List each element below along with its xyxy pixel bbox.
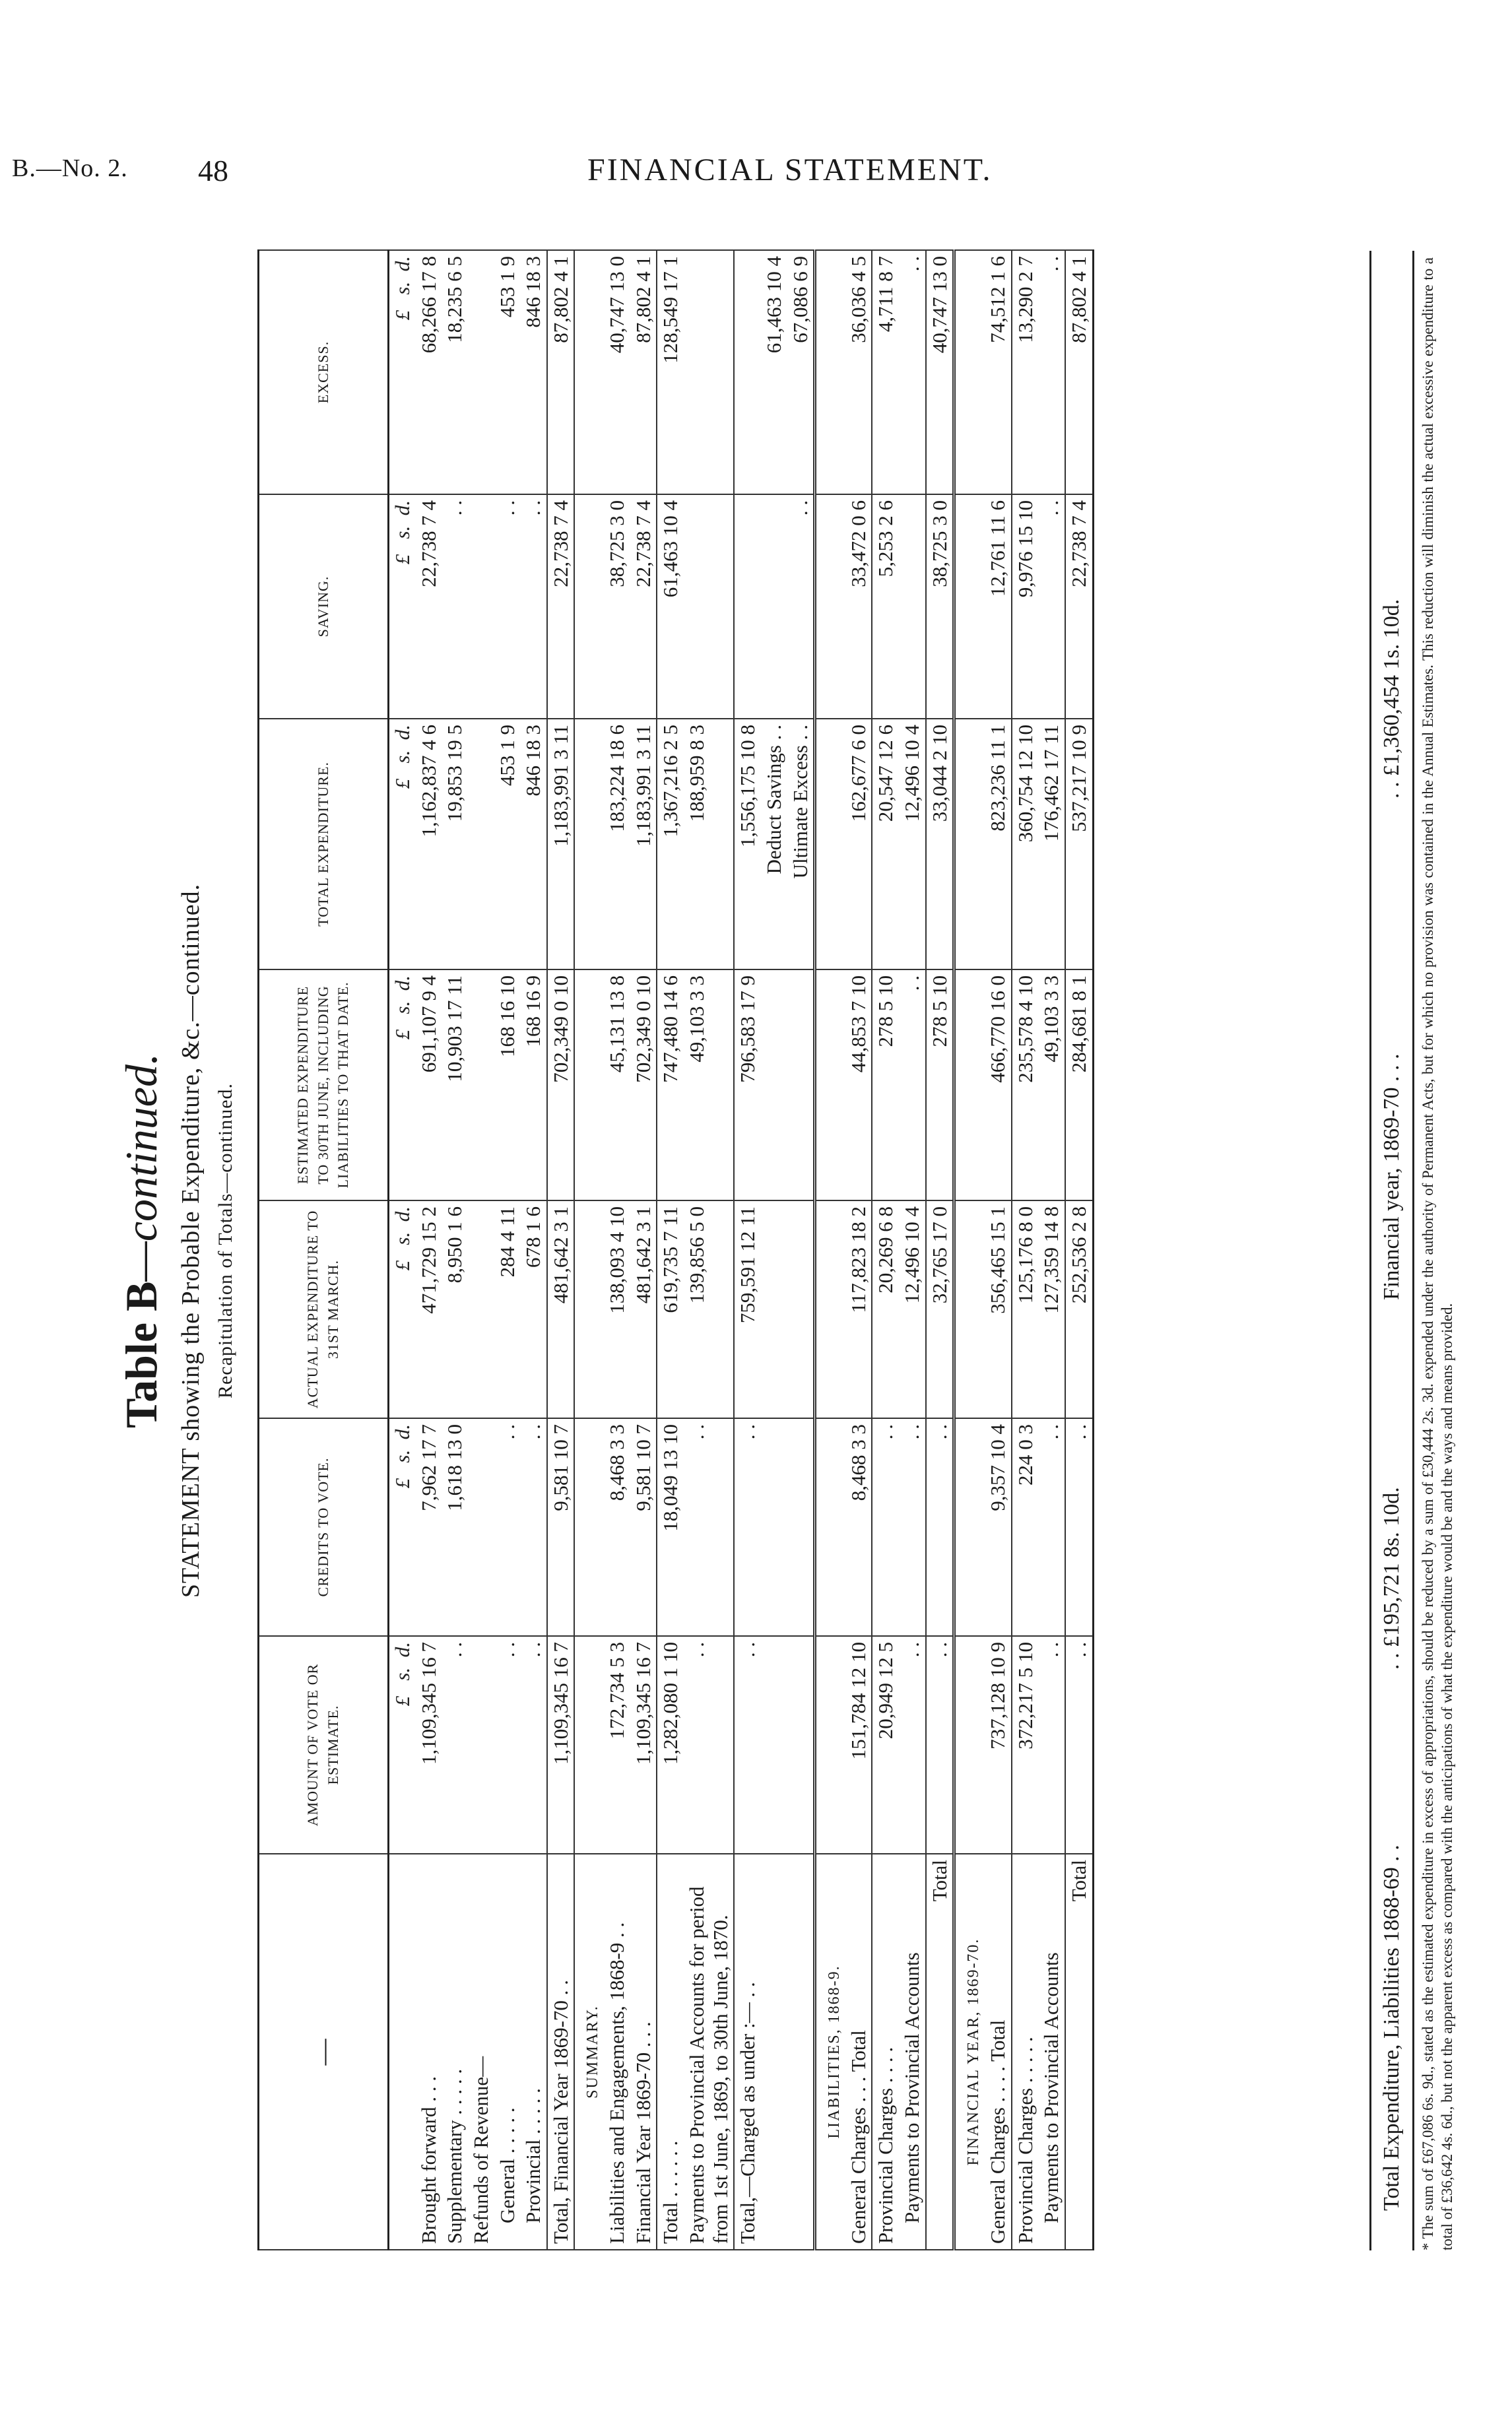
cell-estimated: 466,770 16 0	[985, 969, 1012, 1200]
cell-amount: . .	[1038, 1636, 1065, 1854]
col-header-saving: SAVING.	[259, 494, 389, 719]
cell-excess: . .	[1038, 250, 1065, 494]
cell-estimated: 284,681 8 1	[1065, 969, 1093, 1200]
cell-saving: 22,738 7 4	[547, 494, 575, 719]
cell-estimated: 278 5 10	[872, 969, 899, 1200]
cell-actual	[815, 1200, 845, 1418]
cell-credits: . .	[1038, 1418, 1065, 1636]
cell-amount: 172,734 5 3	[604, 1636, 630, 1854]
cell-desc: Liabilities and Engagements, 1868-9 . .	[604, 1854, 630, 2250]
cell-desc: Financial Year 1869-70 . . .	[630, 1854, 657, 2250]
cell-saving	[954, 494, 985, 719]
cell-amount: . .	[899, 1636, 926, 1854]
cell-total: 162,677 6 0	[845, 719, 872, 969]
cell-actual: 12,496 10 4	[899, 1200, 926, 1418]
cell-amount: . .	[734, 1636, 761, 1854]
cell-estimated: . .	[899, 969, 926, 1200]
cell-estimated	[761, 969, 787, 1200]
table-title: Table B—continued.	[116, 1053, 166, 1428]
cell-estimated	[468, 969, 494, 1200]
statement-line: STATEMENT showing the Probable Expenditure, &c.—continued.	[177, 883, 205, 1598]
col-header-credits: CREDITS TO VOTE.	[259, 1418, 389, 1636]
cell-total: Ultimate Excess . .	[787, 719, 815, 969]
cell-excess	[734, 250, 761, 494]
cell-estimated: 49,103 3 3	[1038, 969, 1065, 1200]
table-row	[1012, 250, 1039, 2250]
cell-amount	[954, 1636, 985, 1854]
cell-actual: 471,729 15 2	[416, 1200, 442, 1418]
units-saving: £ s. d.	[389, 494, 416, 719]
cell-saving: 5,253 2 6	[872, 494, 899, 719]
cell-actual	[468, 1200, 494, 1418]
cell-actual: 284 4 11	[494, 1200, 521, 1418]
cell-actual	[574, 1200, 604, 1418]
cell-estimated	[815, 969, 845, 1200]
cell-credits: 224 0 3	[1012, 1418, 1039, 1636]
cell-amount: 737,128 10 9	[985, 1636, 1012, 1854]
cell-saving: . .	[520, 494, 547, 719]
cell-excess: 40,747 13 0	[926, 250, 954, 494]
cell-credits: 7,962 17 7	[416, 1418, 442, 1636]
cell-estimated: 691,107 9 4	[416, 969, 442, 1200]
cell-saving: . .	[1038, 494, 1065, 719]
cell-desc: SUMMARY.	[574, 1854, 604, 2250]
cell-saving: 38,725 3 0	[926, 494, 954, 719]
grand-total-label-1: Total Expenditure, Liabilities 1868-69 . .	[1379, 1845, 1404, 2211]
cell-saving	[815, 494, 845, 719]
document-code: B.—No. 2.	[12, 154, 128, 182]
grand-total-value-2: . . £1,360,454 1s. 10d.	[1379, 599, 1404, 799]
cell-credits: . .	[926, 1418, 954, 1636]
table-row	[1038, 250, 1065, 2250]
table-row	[845, 250, 872, 2250]
column-header-row	[259, 250, 389, 2250]
cell-credits: 9,357 10 4	[985, 1418, 1012, 1636]
cell-actual: 139,856 5 0	[684, 1200, 734, 1418]
cell-total: 1,183,991 3 11	[630, 719, 657, 969]
cell-estimated: 747,480 14 6	[657, 969, 684, 1200]
cell-amount: 372,217 5 10	[1012, 1636, 1039, 1854]
cell-estimated	[954, 969, 985, 1200]
cell-total: 1,162,837 4 6	[416, 719, 442, 969]
table-row	[520, 250, 547, 2250]
cell-desc	[787, 1854, 815, 2250]
cell-amount: 1,282,080 1 10	[657, 1636, 684, 1854]
table-row	[442, 250, 468, 2250]
cell-total	[468, 719, 494, 969]
col-header-estimated: ESTIMATED EXPENDITURE TO 30TH JUNE, INCLUDING LIABILITIES TO THAT DATE.	[259, 969, 389, 1200]
cell-credits	[787, 1418, 815, 1636]
units-estimated: £ s. d.	[389, 969, 416, 1200]
cell-desc: Payments to Provincial Accounts	[899, 1854, 926, 2250]
cell-excess	[468, 250, 494, 494]
col-header-amount: AMOUNT OF VOTE OR ESTIMATE.	[259, 1636, 389, 1854]
cell-saving: 33,472 0 6	[845, 494, 872, 719]
cell-estimated: 235,578 4 10	[1012, 969, 1039, 1200]
cell-actual: 252,536 2 8	[1065, 1200, 1093, 1418]
cell-amount: . .	[520, 1636, 547, 1854]
units-total: £ s. d.	[389, 719, 416, 969]
cell-total: 1,183,991 3 11	[547, 719, 575, 969]
cell-total: 360,754 12 10	[1012, 719, 1039, 969]
cell-total: 823,236 11 1	[985, 719, 1012, 969]
cell-credits	[574, 1418, 604, 1636]
cell-excess: 846 18 3	[520, 250, 547, 494]
cell-estimated: 702,349 0 10	[630, 969, 657, 1200]
cell-credits	[468, 1418, 494, 1636]
cell-estimated	[574, 969, 604, 1200]
cell-excess	[574, 250, 604, 494]
cell-estimated: 168 16 9	[520, 969, 547, 1200]
cell-amount: 1,109,345 16 7	[630, 1636, 657, 1854]
cell-credits	[761, 1418, 787, 1636]
cell-desc: General Charges . . . Total	[845, 1854, 872, 2250]
cell-total: 176,462 17 11	[1038, 719, 1065, 969]
cell-desc	[761, 1854, 787, 2250]
cell-saving: 9,976 15 10	[1012, 494, 1039, 719]
units-credits: £ s. d.	[389, 1418, 416, 1636]
cell-credits: . .	[872, 1418, 899, 1636]
table-row	[985, 250, 1012, 2250]
cell-credits: . .	[684, 1418, 734, 1636]
cell-excess	[954, 250, 985, 494]
cell-desc: LIABILITIES, 1868-9.	[815, 1854, 845, 2250]
cell-estimated: 49,103 3 3	[684, 969, 734, 1200]
cell-actual: 678 1 6	[520, 1200, 547, 1418]
grand-total-line	[1369, 251, 1414, 2250]
running-title: FINANCIAL STATEMENT.	[587, 152, 993, 187]
table-row	[494, 250, 521, 2250]
table-row	[684, 250, 734, 2250]
cell-actual: 20,269 6 8	[872, 1200, 899, 1418]
cell-saving: 22,738 7 4	[1065, 494, 1093, 719]
cell-excess: . .	[899, 250, 926, 494]
table-row	[657, 250, 684, 2250]
cell-credits: 9,581 10 7	[630, 1418, 657, 1636]
cell-desc: Provincial Charges . . . .	[872, 1854, 899, 2250]
cell-estimated: 10,903 17 11	[442, 969, 468, 1200]
cell-desc: Total	[1065, 1854, 1093, 2250]
grand-total-value-1: . . £195,721 8s. 10d.	[1379, 1487, 1404, 1670]
cell-actual: 117,823 18 2	[845, 1200, 872, 1418]
cell-total: 846 18 3	[520, 719, 547, 969]
cell-estimated: 44,853 7 10	[845, 969, 872, 1200]
cell-desc: Provincial Charges . . . . .	[1012, 1854, 1039, 2250]
cell-total: 12,496 10 4	[899, 719, 926, 969]
cell-amount: . .	[442, 1636, 468, 1854]
table-row	[574, 250, 604, 2250]
cell-actual: 619,735 7 11	[657, 1200, 684, 1418]
cell-total: Deduct Savings . .	[761, 719, 787, 969]
cell-saving: . .	[442, 494, 468, 719]
cell-credits	[954, 1418, 985, 1636]
cell-actual: 759,591 12 11	[734, 1200, 761, 1418]
cell-estimated	[787, 969, 815, 1200]
units-desc	[389, 1854, 416, 2250]
table-row	[416, 250, 442, 2250]
cell-amount: . .	[926, 1636, 954, 1854]
cell-amount: 20,949 12 5	[872, 1636, 899, 1854]
cell-actual: 138,093 4 10	[604, 1200, 630, 1418]
units-excess: £ s. d.	[389, 250, 416, 494]
cell-estimated: 796,583 17 9	[734, 969, 761, 1200]
cell-excess: 453 1 9	[494, 250, 521, 494]
cell-desc: Total	[926, 1854, 954, 2250]
cell-total: 1,367,216 2 5	[657, 719, 684, 969]
cell-desc: General . . . . .	[494, 1854, 521, 2250]
cell-saving	[684, 494, 734, 719]
table-row	[630, 250, 657, 2250]
cell-actual: 481,642 3 1	[630, 1200, 657, 1418]
col-header-excess: EXCESS.	[259, 250, 389, 494]
cell-actual: 481,642 3 1	[547, 1200, 575, 1418]
cell-amount	[787, 1636, 815, 1854]
cell-credits: 18,049 13 10	[657, 1418, 684, 1636]
cell-amount: 1,109,345 16 7	[547, 1636, 575, 1854]
cell-desc: Payments to Provincial Accounts for period from 1st June, 1869, to 30th June, 1870.	[684, 1854, 734, 2250]
cell-actual: 356,465 15 1	[985, 1200, 1012, 1418]
cell-excess: 40,747 13 0	[604, 250, 630, 494]
cell-amount: . .	[494, 1636, 521, 1854]
units-amount: £ s. d.	[389, 1636, 416, 1854]
cell-saving	[761, 494, 787, 719]
cell-total: 1,556,175 10 8	[734, 719, 761, 969]
cell-actual: 127,359 14 8	[1038, 1200, 1065, 1418]
cell-estimated: 168 16 10	[494, 969, 521, 1200]
col-header-actual: ACTUAL EXPENDITURE TO 31ST MARCH.	[259, 1200, 389, 1418]
table-row	[761, 250, 787, 2250]
cell-excess: 18,235 6 5	[442, 250, 468, 494]
cell-total	[574, 719, 604, 969]
cell-excess	[815, 250, 845, 494]
cell-total: 537,217 10 9	[1065, 719, 1093, 969]
table-row	[468, 250, 494, 2250]
cell-actual	[787, 1200, 815, 1418]
cell-total	[954, 719, 985, 969]
page-number: 48	[198, 154, 228, 187]
cell-credits	[815, 1418, 845, 1636]
cell-excess: 128,549 17 1	[657, 250, 684, 494]
cell-amount: 1,109,345 16 7	[416, 1636, 442, 1854]
cell-credits: . .	[1065, 1418, 1093, 1636]
cell-excess: 68,266 17 8	[416, 250, 442, 494]
cell-total: 20,547 12 6	[872, 719, 899, 969]
cell-amount	[574, 1636, 604, 1854]
cell-excess: 67,086 6 9	[787, 250, 815, 494]
cell-amount	[815, 1636, 845, 1854]
cell-desc: General Charges . . . . Total	[985, 1854, 1012, 2250]
cell-actual	[954, 1200, 985, 1418]
cell-excess: 13,290 2 7	[1012, 250, 1039, 494]
units-actual: £ s. d.	[389, 1200, 416, 1418]
cell-desc: Brought forward . . .	[416, 1854, 442, 2250]
cell-saving	[899, 494, 926, 719]
cell-amount: . .	[1065, 1636, 1093, 1854]
cell-saving: . .	[494, 494, 521, 719]
cell-saving: 12,761 11 6	[985, 494, 1012, 719]
cell-credits: 8,468 3 3	[604, 1418, 630, 1636]
cell-total: 183,224 18 6	[604, 719, 630, 969]
cell-excess: 74,512 1 6	[985, 250, 1012, 494]
table-row	[872, 250, 899, 2250]
rotated-table-sheet	[115, 224, 1475, 2257]
cell-total: 188,959 8 3	[684, 719, 734, 969]
cell-desc: Total,—Charged as under :— . .	[734, 1854, 761, 2250]
cell-total: 453 1 9	[494, 719, 521, 969]
cell-estimated: 45,131 13 8	[604, 969, 630, 1200]
cell-credits: . .	[494, 1418, 521, 1636]
cell-credits: . .	[520, 1418, 547, 1636]
recapitulation-line: Recapitulation of Totals—continued.	[214, 1082, 236, 1399]
units-row	[389, 250, 416, 2250]
cell-credits: . .	[899, 1418, 926, 1636]
cell-amount	[468, 1636, 494, 1854]
table-body	[389, 250, 1094, 2250]
table-row	[604, 250, 630, 2250]
cell-excess: 4,711 8 7	[872, 250, 899, 494]
cell-excess: 87,802 4 1	[1065, 250, 1093, 494]
cell-actual: 8,950 1 6	[442, 1200, 468, 1418]
cell-saving	[574, 494, 604, 719]
cell-estimated: 702,349 0 10	[547, 969, 575, 1200]
table-row	[815, 250, 845, 2250]
cell-actual: 125,176 8 0	[1012, 1200, 1039, 1418]
cell-saving	[468, 494, 494, 719]
cell-desc: FINANCIAL YEAR, 1869-70.	[954, 1854, 985, 2250]
cell-total: 19,853 19 5	[442, 719, 468, 969]
table-row	[787, 250, 815, 2250]
cell-excess: 87,802 4 1	[630, 250, 657, 494]
table-row	[547, 250, 575, 2250]
cell-desc: Supplementary . . . . .	[442, 1854, 468, 2250]
cell-credits: 9,581 10 7	[547, 1418, 575, 1636]
cell-credits: . .	[734, 1418, 761, 1636]
cell-saving: 22,738 7 4	[416, 494, 442, 719]
cell-total	[815, 719, 845, 969]
cell-saving	[734, 494, 761, 719]
table-row	[926, 250, 954, 2250]
table-row	[734, 250, 761, 2250]
col-header-total: TOTAL EXPENDITURE.	[259, 719, 389, 969]
cell-estimated: 278 5 10	[926, 969, 954, 1200]
cell-saving: . .	[787, 494, 815, 719]
cell-amount	[761, 1636, 787, 1854]
cell-saving: 38,725 3 0	[604, 494, 630, 719]
cell-desc: Total . . . . . .	[657, 1854, 684, 2250]
cell-desc: Total, Financial Year 1869-70 . .	[547, 1854, 575, 2250]
cell-credits: 1,618 13 0	[442, 1418, 468, 1636]
cell-amount: . .	[684, 1636, 734, 1854]
cell-excess: 36,036 4 5	[845, 250, 872, 494]
cell-actual	[761, 1200, 787, 1418]
cell-excess: 61,463 10 4	[761, 250, 787, 494]
expenditure-table	[257, 249, 1094, 2250]
cell-desc: Payments to Provincial Accounts	[1038, 1854, 1065, 2250]
footnote: * The sum of £67,086 6s. 9d., stated as the estimated expenditure in excess of appropriations, should be reduced by a sum of £30,444 2s. 3d. expended under the authority of Permanent Acts, but for which no provision was contained in the Annual Estimates. This reduction will diminish the actual excessive expenditure to a total of £36,642 4s. 6d., but not the apparent excess as compared with the anticipations of what the expenditure would be and the ways and means provided.	[1420, 257, 1455, 2250]
grand-total-label-2: Financial year, 1869-70 . . .	[1379, 1053, 1404, 1300]
table-row	[954, 250, 985, 2250]
cell-total: 33,044 2 10	[926, 719, 954, 969]
cell-saving: 22,738 7 4	[630, 494, 657, 719]
cell-saving: 61,463 10 4	[657, 494, 684, 719]
table-title-suffix: —continued.	[116, 1053, 166, 1282]
cell-credits: 8,468 3 3	[845, 1418, 872, 1636]
col-header-desc: —	[259, 1854, 389, 2250]
cell-amount: 151,784 12 10	[845, 1636, 872, 1854]
table-row	[899, 250, 926, 2250]
cell-excess	[684, 250, 734, 494]
cell-excess: 87,802 4 1	[547, 250, 575, 494]
cell-desc: Provincial . . . . .	[520, 1854, 547, 2250]
table-row	[1065, 250, 1093, 2250]
cell-actual: 32,765 17 0	[926, 1200, 954, 1418]
cell-desc: Refunds of Revenue—	[468, 1854, 494, 2250]
